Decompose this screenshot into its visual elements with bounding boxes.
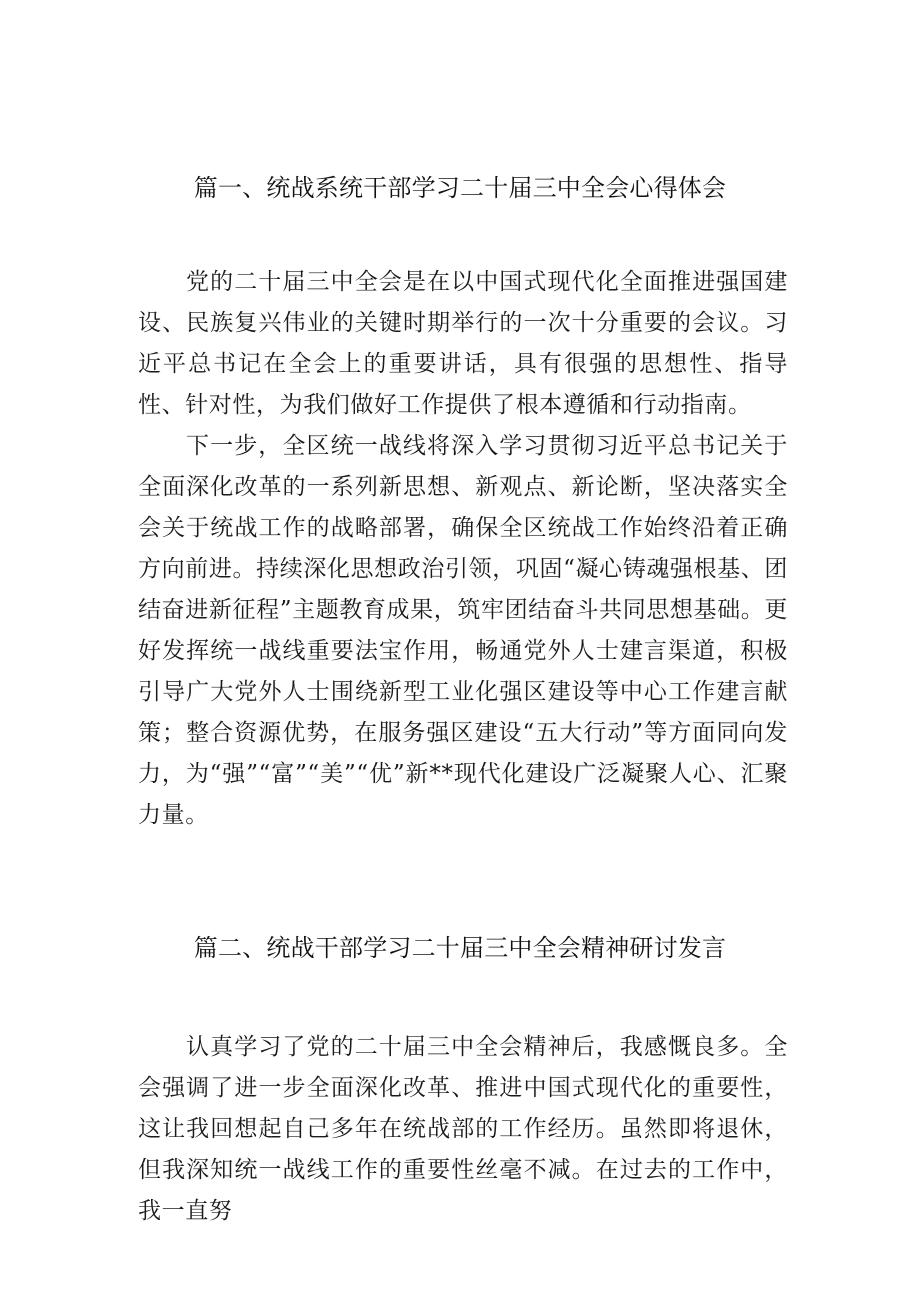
section-1-body xyxy=(138,262,788,836)
section-1-paragraph-1: 党的二十届三中全会是在以中国式现代化全面推进强国建设、民族复兴伟业的关键时期举行的一次十分重要的会议。习近平总书记在全会上的重要讲话，具有很强的思想性、指导性、针对性，为我们做好工作提供了根本遵循和行动指南。 xyxy=(138,269,788,418)
section-2-body xyxy=(138,1027,788,1232)
section-1-paragraph-2: 下一步，全区统一战线将深入学习贯彻习近平总书记关于全面深化改革的一系列新思想、新观点、新论断，坚决落实全会关于统战工作的战略部署，确保全区统战工作始终沿着正确方向前进。持续深化思想政治引领，巩固“凝心铸魂强根基、团结奋进新征程”主题教育成果，筑牢团结奋斗共同思想基础。更好发挥统一战线重要法宝作用，畅通党外人士建言渠道，积极引导广大党外人士围绕新型工业化强区建设等中心工作建言献策；整合资源优势，在服务强区建设“五大行动”等方面同向发力，为“强”“富”“美”“优”新**现代化建设广泛凝聚人心、汇聚力量。 xyxy=(138,433,788,828)
section-2-title: 篇二、统战干部学习二十届三中全会精神研讨发言 xyxy=(193,934,727,962)
section-2-paragraph-1: 认真学习了党的二十届三中全会精神后，我感慨良多。全会强调了进一步全面深化改革、推进中国式现代化的重要性，这让我回想起自己多年在统战部的工作经历。虽然即将退休，但我深知统一战线工作的重要性丝毫不减。在过去的工作中，我一直努 xyxy=(138,1034,788,1224)
section-1-title: 篇一、统战系统干部学习二十届三中全会心得体会 xyxy=(193,174,727,202)
